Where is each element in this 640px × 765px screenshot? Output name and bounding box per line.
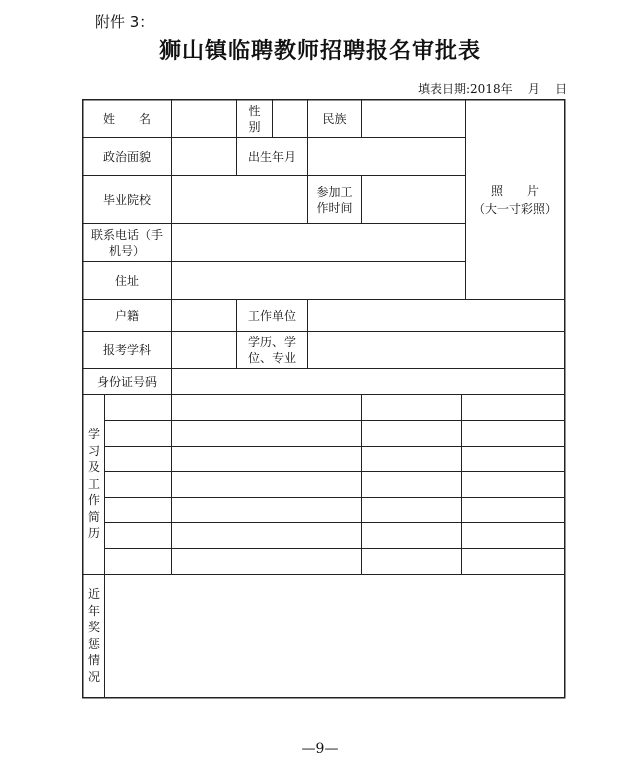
employer-field[interactable] — [308, 300, 564, 331]
political-status-label: 政治面貌 — [102, 149, 151, 164]
birth-date-field[interactable] — [308, 138, 465, 175]
education-label: 学历、学 位、专业 — [247, 335, 296, 365]
address-field[interactable] — [172, 262, 465, 299]
awards-field[interactable] — [105, 575, 564, 697]
history-table[interactable] — [105, 395, 564, 574]
work-start-field[interactable] — [362, 176, 465, 223]
fill-date: 填表日期:2018年 月 日 — [418, 82, 568, 96]
phone-label: 联系电话（手 机号） — [90, 227, 163, 258]
hukou-field[interactable] — [172, 300, 236, 331]
school-label: 毕业院校 — [102, 192, 151, 207]
name-label: 姓 名 — [102, 111, 151, 126]
name-field[interactable] — [172, 100, 236, 137]
education-field[interactable] — [308, 332, 564, 368]
ethnicity-label: 民族 — [322, 111, 347, 126]
gender-label: 性 别 — [248, 103, 261, 134]
id-number-label: 身份证号码 — [96, 374, 157, 389]
id-number-field[interactable] — [172, 369, 564, 394]
address-label: 住址 — [114, 273, 139, 288]
ethnicity-field[interactable] — [362, 100, 465, 137]
gender-field[interactable] — [273, 100, 307, 137]
work-start-label: 参加工 作时间 — [316, 184, 353, 215]
political-status-field[interactable] — [172, 138, 236, 175]
history-label: 学习及工作简历 — [87, 427, 100, 540]
form-title: 狮山镇临聘教师招聘报名审批表 — [158, 38, 481, 64]
phone-field[interactable] — [172, 224, 465, 261]
attachment-label: 附件 3： — [95, 13, 155, 31]
subject-field[interactable] — [172, 332, 236, 368]
employer-label: 工作单位 — [247, 308, 296, 323]
photo-box[interactable]: 照 片 （大一寸彩照） — [472, 183, 557, 216]
hukou-label: 户籍 — [114, 308, 139, 323]
awards-label: 近年奖惩情况 — [87, 587, 100, 684]
subject-label: 报考学科 — [102, 343, 151, 357]
school-field[interactable] — [172, 176, 307, 223]
page-number: —9— — [301, 741, 339, 757]
birth-date-label: 出生年月 — [247, 149, 296, 164]
